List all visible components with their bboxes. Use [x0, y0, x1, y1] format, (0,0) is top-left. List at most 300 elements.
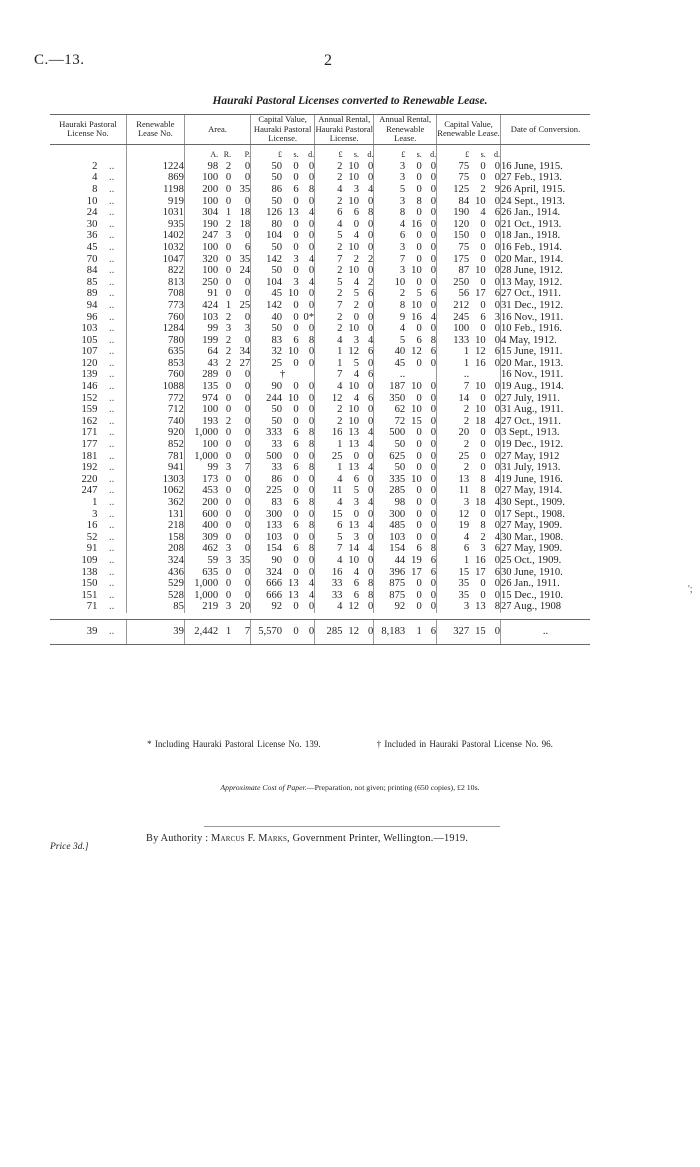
cell-capital-hpl-pounds: 92: [251, 601, 282, 613]
cell-conversion-date: 30 Sept., 1909.: [501, 497, 591, 509]
cell-area-acres: 100: [184, 265, 218, 277]
cell-area-acres: 100: [184, 439, 218, 451]
cell-rental-hpl-pence: 0: [368, 450, 374, 462]
cell-capital-hpl-pounds: 32: [251, 346, 282, 358]
cell-capital-rl-pence: 4: [494, 531, 500, 543]
cell-capital-rl-pence: 0: [494, 276, 500, 288]
cell-capital-hpl-pence: 8: [308, 183, 315, 195]
cell-capital-rl-shillings: 17: [475, 288, 486, 300]
cell-rental-hpl-shillings: 5: [353, 288, 360, 300]
cell-rental-rl-shillings: 0: [416, 439, 422, 451]
cell-lease-no: 324: [126, 555, 184, 567]
cell-capital-rl-pence: 9: [494, 183, 500, 195]
unit-shillings: s.: [480, 150, 486, 160]
cell-capital-rl-shillings: 18: [475, 497, 486, 508]
total-roods: 1: [218, 619, 231, 644]
cell-capital-rl-pounds: 87: [437, 265, 470, 277]
cell-rental-rl-pounds: 44: [374, 555, 405, 567]
unit-pence: d.: [308, 150, 315, 160]
cell-capital-hpl-pounds: 33: [251, 462, 282, 474]
total-rental-hpl-shillings: 12: [342, 619, 359, 644]
cell-capital-hpl-pounds: 104: [251, 230, 282, 242]
cell-capital-hpl-pence: 0: [308, 508, 315, 520]
cell-capital-rl-shillings: 2: [480, 531, 486, 543]
leader-dots: ..: [108, 531, 115, 543]
cell-area-roods: 0: [225, 439, 232, 451]
cell-rental-hpl-shillings: 12: [348, 601, 360, 613]
cell-lease-no: 635: [126, 346, 184, 358]
cell-lease-no: 1303: [126, 474, 184, 486]
cell-rental-hpl-pounds: 7: [315, 369, 343, 381]
cell-capital-rl-shillings: 6: [480, 311, 486, 323]
cell-capital-hpl-shillings: 0: [293, 450, 299, 462]
cell-capital-hpl-shillings: 0: [293, 554, 299, 566]
leader-dots: ..: [108, 520, 115, 532]
cell-area-roods: 2: [225, 334, 232, 346]
cell-capital-hpl-pence: 8: [308, 497, 315, 508]
cell-capital-hpl-shillings: 0: [293, 230, 299, 242]
cell-lease-no: 1031: [126, 207, 184, 219]
cell-area-perches: 0: [244, 276, 251, 288]
cell-rental-rl-pounds: 285: [374, 485, 405, 497]
cell-rental-rl-shillings: 10: [411, 299, 422, 311]
cell-rental-rl-pounds: 72: [374, 416, 405, 428]
cell-rental-hpl-shillings: 0: [353, 450, 360, 462]
cell-rental-hpl-shillings: 10: [348, 160, 360, 172]
cell-rental-rl-shillings: 10: [411, 404, 422, 416]
table-row: [50, 497, 590, 509]
leader-dots: ..: [108, 415, 115, 427]
cell-area-perches: 18: [239, 218, 251, 230]
cell-area-perches: 3: [244, 323, 251, 335]
col-header-rental-rl: Annual Rental, Renewable Lease.: [374, 115, 437, 145]
cell-lease-no: 529: [126, 578, 184, 590]
col-header-date: Date of Conversion.: [501, 115, 591, 145]
cell-rental-rl-pence: 0: [430, 578, 437, 590]
cell-capital-hpl-pounds: †: [251, 369, 315, 381]
cell-area-acres: 43: [184, 358, 218, 370]
cell-area-acres: 200: [184, 184, 218, 196]
cell-license-no: 177: [81, 439, 98, 451]
leader-dots: ..: [108, 288, 115, 300]
page-number: 2: [324, 52, 332, 69]
cell-rental-hpl-pounds: 2: [315, 172, 343, 184]
cell-rental-hpl-pence: 0: [368, 230, 374, 242]
cell-rental-rl-pence: 0: [430, 392, 437, 404]
cell-area-roods: 0: [225, 241, 232, 253]
cell-license-no: 85: [86, 276, 98, 288]
cell-capital-hpl-pounds: 50: [251, 196, 282, 208]
cell-capital-hpl-pounds: 50: [251, 404, 282, 416]
cell-area-roods: 0: [225, 531, 232, 543]
cost-label: Approximate Cost of Paper.: [220, 783, 307, 792]
leader-dots: ..: [108, 369, 115, 381]
cell-rental-rl-pounds: 2: [374, 288, 405, 300]
cell-capital-rl-pence: 0: [494, 450, 500, 462]
cell-capital-hpl-pounds: 50: [251, 172, 282, 184]
cell-capital-rl-shillings: 12: [475, 346, 486, 358]
cell-capital-hpl-shillings: 3: [293, 253, 299, 265]
cell-rental-rl-shillings: 0: [416, 183, 422, 195]
cell-license-no: 247: [81, 485, 98, 497]
cell-capital-rl-pence: 4: [494, 415, 500, 427]
leader-dots: ..: [108, 195, 115, 207]
cell-capital-hpl-pounds: 50: [251, 161, 282, 173]
total-rental-hpl-pence: 0: [359, 619, 374, 644]
cell-rental-hpl-pence: 0: [368, 473, 374, 485]
cell-rental-rl-pounds: 9: [374, 312, 405, 324]
cell-area-roods: 2: [225, 218, 232, 230]
cell-capital-hpl-shillings: 6: [293, 462, 299, 474]
cell-area-acres: 309: [184, 532, 218, 544]
cell-capital-hpl-shillings: 0: [293, 172, 299, 184]
table-row: [50, 335, 590, 347]
cell-rental-rl-pounds: 3: [374, 265, 405, 277]
cell-rental-hpl-pounds: 2: [315, 416, 343, 428]
cell-rental-hpl-pounds: 4: [315, 381, 343, 393]
cell-rental-hpl-pence: 2: [368, 276, 374, 288]
cell-capital-rl-shillings: 0: [480, 508, 486, 520]
leader-dots: ..: [108, 183, 115, 195]
cell-area-acres: 200: [184, 497, 218, 509]
cell-capital-rl-pence: 8: [494, 601, 500, 613]
cell-rental-hpl-shillings: 10: [348, 195, 360, 207]
cell-area-perches: 18: [239, 207, 251, 219]
cell-area-perches: 0: [244, 508, 251, 520]
cell-capital-hpl-pence: 0: [308, 554, 315, 566]
cell-area-acres: 59: [184, 555, 218, 567]
cell-capital-rl-pounds: 13: [437, 474, 470, 486]
cell-rental-rl-shillings: 16: [411, 311, 422, 323]
cell-rental-rl-pounds: 50: [374, 462, 405, 474]
cell-rental-hpl-pounds: 4: [315, 184, 343, 196]
cell-conversion-date: 18 Jan., 1918.: [501, 230, 591, 242]
cell-capital-hpl-pounds: 33: [251, 439, 282, 451]
cell-area-acres: 1,000: [184, 427, 218, 439]
cell-capital-hpl-pence: 8: [308, 462, 315, 474]
cell-capital-rl-pounds: 20: [437, 427, 470, 439]
cell-rental-hpl-shillings: 12: [348, 346, 360, 358]
cell-rental-rl-shillings: 0: [416, 462, 422, 474]
cell-capital-rl-shillings: 0: [480, 323, 486, 335]
total-capital-rl-shillings: 15: [469, 619, 486, 644]
cell-capital-rl-shillings: 3: [480, 543, 486, 555]
cell-rental-rl-pence: 0: [430, 497, 437, 508]
cell-rental-rl-pence: 0: [430, 485, 437, 497]
cell-rental-hpl-pence: 4: [368, 439, 374, 451]
cell-rental-rl-shillings: 0: [416, 531, 422, 543]
cell-capital-hpl-pounds: 333: [251, 427, 282, 439]
cell-capital-hpl-shillings: 3: [293, 276, 299, 288]
leader-dots: ..: [108, 265, 115, 277]
cell-rental-hpl-pounds: 2: [315, 242, 343, 254]
col-header-license: Hauraki Pastoral License No.: [50, 115, 126, 145]
cell-rental-hpl-pounds: 5: [315, 532, 343, 544]
cell-area-roods: 0: [225, 404, 232, 416]
cell-rental-hpl-pounds: 1: [315, 358, 343, 370]
cell-area-roods: 1: [225, 207, 232, 219]
cell-area-acres: 219: [184, 601, 218, 613]
table-body: [50, 144, 590, 613]
cell-license-no: 159: [81, 404, 98, 416]
cell-capital-hpl-pence: 0: [308, 601, 315, 613]
cell-rental-hpl-pounds: 4: [315, 474, 343, 486]
cell-rental-hpl-shillings: 4: [353, 369, 360, 381]
cell-area-roods: 2: [225, 346, 232, 358]
unit-shillings: s.: [293, 150, 299, 160]
cell-area-perches: 0: [244, 520, 251, 532]
cell-capital-hpl-shillings: 0: [293, 566, 299, 578]
cell-area-roods: 0: [225, 450, 232, 462]
cell-capital-rl-pounds: 19: [437, 520, 470, 532]
cell-area-perches: 0: [244, 415, 251, 427]
cell-capital-hpl-shillings: 0: [293, 508, 299, 520]
table-row: [50, 254, 590, 266]
cell-lease-no: 935: [126, 219, 184, 231]
cell-license-no: 4: [92, 172, 98, 184]
table-row: [50, 509, 590, 521]
divider-rule: [204, 826, 500, 827]
cell-rental-hpl-pence: 2: [368, 253, 374, 265]
cell-capital-hpl-shillings: 10: [288, 288, 299, 300]
leader-dots: ..: [108, 601, 115, 613]
cell-rental-hpl-pence: 6: [368, 369, 374, 381]
cell-rental-hpl-shillings: 3: [353, 334, 360, 346]
cell-area-roods: 0: [225, 497, 232, 508]
cell-capital-rl-shillings: 0: [480, 299, 486, 311]
cell-capital-rl-shillings: 0: [480, 439, 486, 451]
cell-rental-hpl-shillings: 4: [353, 230, 360, 242]
cell-rental-rl-pence: 0: [430, 265, 437, 277]
cell-capital-rl-pence: 0: [494, 589, 500, 601]
cell-conversion-date: 31 Aug., 1911.: [501, 404, 591, 416]
cell-capital-hpl-pence: 4: [308, 207, 315, 219]
table-title: Hauraki Pastoral Licenses converted to Renewable Lease.: [212, 95, 488, 107]
cell-area-perches: 0: [244, 369, 251, 381]
cell-license-no: 16: [86, 520, 98, 532]
cell-rental-rl-pence: 0: [430, 462, 437, 474]
cell-rental-rl-shillings: 0: [416, 357, 422, 369]
cell-license-no: 45: [86, 241, 98, 253]
table-row: [50, 312, 590, 324]
cell-capital-rl-pence: 4: [494, 497, 500, 508]
cell-rental-rl-pence: 0: [430, 357, 437, 369]
table-row: [50, 543, 590, 555]
cell-rental-hpl-shillings: 10: [348, 241, 360, 253]
leader-dots: ..: [108, 439, 115, 451]
cell-rental-hpl-shillings: 13: [348, 462, 360, 474]
cell-rental-hpl-pence: 8: [368, 578, 374, 590]
cell-capital-rl-pounds: 245: [437, 312, 470, 324]
table-row: [50, 416, 590, 428]
table-row: [50, 207, 590, 219]
cell-capital-rl-shillings: 10: [475, 334, 486, 346]
cell-rental-rl-pounds: 875: [374, 578, 405, 590]
price-label: Price 3d.]: [50, 842, 89, 852]
document-reference: C.—13.: [34, 52, 85, 68]
cell-area-roods: 1: [225, 299, 232, 311]
cell-rental-hpl-pence: 0: [368, 381, 374, 393]
leader-dots: ..: [97, 619, 126, 644]
cell-rental-rl-shillings: 10: [411, 381, 422, 393]
cell-capital-hpl-shillings: 6: [293, 427, 299, 439]
cell-rental-hpl-pence: 0: [368, 531, 374, 543]
cell-rental-rl-pence: 4: [430, 311, 437, 323]
cell-conversion-date: 30 June, 1910.: [501, 567, 591, 579]
cell-capital-rl-pounds: 56: [437, 288, 470, 300]
cell-rental-hpl-shillings: 6: [353, 473, 360, 485]
table-row: [50, 474, 590, 486]
cell-capital-rl-shillings: 10: [475, 381, 486, 393]
cell-capital-rl-pence: 0: [494, 230, 500, 242]
table-row: [50, 532, 590, 544]
cell-area-acres: 250: [184, 277, 218, 289]
table-row: [50, 427, 590, 439]
cell-rental-hpl-pounds: 2: [315, 265, 343, 277]
cell-rental-hpl-pence: 0: [368, 265, 374, 277]
unit-pence: d.: [367, 150, 374, 160]
cell-capital-hpl-pounds: 500: [251, 451, 282, 463]
cell-rental-rl-pounds: 875: [374, 590, 405, 602]
cell-area-perches: 0: [244, 230, 251, 242]
cell-capital-rl-pounds: 75: [437, 161, 470, 173]
cell-rental-rl-shillings: 15: [411, 415, 422, 427]
cell-capital-hpl-pounds: 50: [251, 265, 282, 277]
unit-perches: P.: [244, 150, 251, 160]
table-row: [50, 288, 590, 300]
table-row: [50, 451, 590, 463]
cell-rental-rl-pounds: 5: [374, 184, 405, 196]
cell-area-acres: 98: [184, 161, 218, 173]
leader-dots: ..: [108, 543, 115, 555]
cell-area-acres: 64: [184, 346, 218, 358]
cell-capital-hpl-pence: 8: [308, 520, 315, 532]
cell-capital-rl-shillings: 16: [475, 357, 486, 369]
cell-lease-no: 1224: [126, 161, 184, 173]
cell-license-no: 52: [86, 531, 98, 543]
cell-lease-no: 131: [126, 509, 184, 521]
cell-capital-rl-pence: 0: [494, 334, 500, 346]
cell-capital-hpl-pounds: 83: [251, 335, 282, 347]
cell-capital-hpl-pounds: 90: [251, 381, 282, 393]
cell-capital-rl-pounds: 133: [437, 335, 470, 347]
cell-area-roods: 0: [225, 473, 232, 485]
cell-area-perches: 35: [239, 183, 251, 195]
imprint-printer: Marcus F. Marks: [211, 833, 288, 844]
cell-rental-rl-pounds: 4: [374, 323, 405, 335]
cell-capital-hpl-pounds: 126: [251, 207, 282, 219]
cell-rental-rl-shillings: 17: [411, 566, 422, 578]
cell-license-no: 109: [81, 554, 98, 566]
cell-rental-rl-pence: 0: [430, 172, 437, 184]
cell-conversion-date: 31 Dec., 1912.: [501, 300, 591, 312]
cell-rental-hpl-shillings: 10: [348, 415, 360, 427]
cell-lease-no: 920: [126, 427, 184, 439]
cell-rental-hpl-shillings: 6: [353, 207, 360, 219]
cell-capital-rl-shillings: 16: [475, 554, 486, 566]
cell-rental-rl-pence: 0: [430, 531, 437, 543]
cell-capital-rl-pence: 0: [494, 404, 500, 416]
cell-capital-hpl-pence: 0: [308, 531, 315, 543]
cell-area-acres: 424: [184, 300, 218, 312]
cell-capital-hpl-shillings: 0: [293, 415, 299, 427]
cell-rental-hpl-pounds: 33: [315, 578, 343, 590]
cell-area-perches: 25: [239, 299, 251, 311]
unit-acres: A.: [184, 144, 218, 161]
cell-capital-rl-pence: 6: [494, 566, 500, 578]
cell-rental-rl-pence: 0: [430, 276, 437, 288]
cell-area-acres: 173: [184, 474, 218, 486]
cell-rental-rl-shillings: 0: [416, 253, 422, 265]
cell-rental-hpl-shillings: 3: [353, 531, 360, 543]
cell-conversion-date: 27 July, 1911.: [501, 393, 591, 405]
cell-capital-rl-shillings: 0: [480, 450, 486, 462]
cell-rental-rl-pounds: 3: [374, 242, 405, 254]
total-capital-rl-pence: 0: [486, 619, 501, 644]
leader-dots: ..: [108, 311, 115, 323]
cell-capital-hpl-pence: 0: [308, 566, 315, 578]
table-row: [50, 462, 590, 474]
cell-rental-rl-pence: 0: [430, 323, 437, 335]
conversion-table: [50, 114, 590, 645]
cell-area-perches: 0: [244, 531, 251, 543]
margin-mark: ';: [688, 584, 693, 595]
cell-capital-rl-pence: 0: [494, 520, 500, 532]
cell-capital-hpl-pence: 0: [308, 160, 315, 172]
leader-dots: ..: [108, 357, 115, 369]
cell-lease-no: 362: [126, 497, 184, 509]
table-row: [50, 358, 590, 370]
cell-lease-no: 1032: [126, 242, 184, 254]
cell-capital-rl-shillings: 8: [480, 473, 486, 485]
cell-capital-rl-shillings: 0: [480, 589, 486, 601]
cell-area-roods: 0: [225, 566, 232, 578]
cell-capital-rl-pounds: 75: [437, 242, 470, 254]
footnote-star: * Including Hauraki Pastoral License No. 139.: [147, 739, 321, 749]
cell-rental-rl-pence: 0: [430, 601, 437, 613]
cell-capital-hpl-pounds: 50: [251, 416, 282, 428]
cell-area-perches: 24: [239, 265, 251, 277]
cell-area-perches: 0: [244, 404, 251, 416]
cell-capital-hpl-pounds: 103: [251, 532, 282, 544]
cell-capital-rl-shillings: 0: [480, 392, 486, 404]
cell-rental-rl-pence: 0: [430, 473, 437, 485]
cell-capital-hpl-shillings: 13: [288, 578, 299, 590]
cell-capital-hpl-pounds: 50: [251, 323, 282, 335]
cell-rental-hpl-shillings: 5: [353, 357, 360, 369]
cell-rental-rl-pence: [422, 369, 437, 381]
cell-rental-hpl-shillings: 3: [353, 497, 360, 508]
cell-capital-rl-shillings: 0: [480, 241, 486, 253]
cell-capital-rl-pounds: 2: [437, 439, 470, 451]
cell-conversion-date: 28 June, 1912.: [501, 265, 591, 277]
leader-dots: ..: [108, 566, 115, 578]
cell-capital-rl-pence: 0: [494, 253, 500, 265]
cell-rental-rl-pounds: 98: [374, 497, 405, 509]
cell-license-no: 105: [81, 334, 98, 346]
cell-conversion-date: 16 Nov., 1911.: [501, 369, 591, 381]
cell-rental-rl-pounds: 4: [374, 219, 405, 231]
cell-area-roods: 0: [225, 195, 232, 207]
cell-lease-no: 1284: [126, 323, 184, 335]
cell-rental-rl-pence: 0: [430, 195, 437, 207]
table-row: [50, 230, 590, 242]
cell-capital-rl-shillings: 0: [480, 172, 486, 184]
cell-rental-rl-shillings: 0: [416, 450, 422, 462]
cell-capital-hpl-shillings: 0: [293, 323, 299, 335]
cell-conversion-date: 27 May, 1914.: [501, 485, 591, 497]
cell-license-no: 120: [81, 357, 98, 369]
